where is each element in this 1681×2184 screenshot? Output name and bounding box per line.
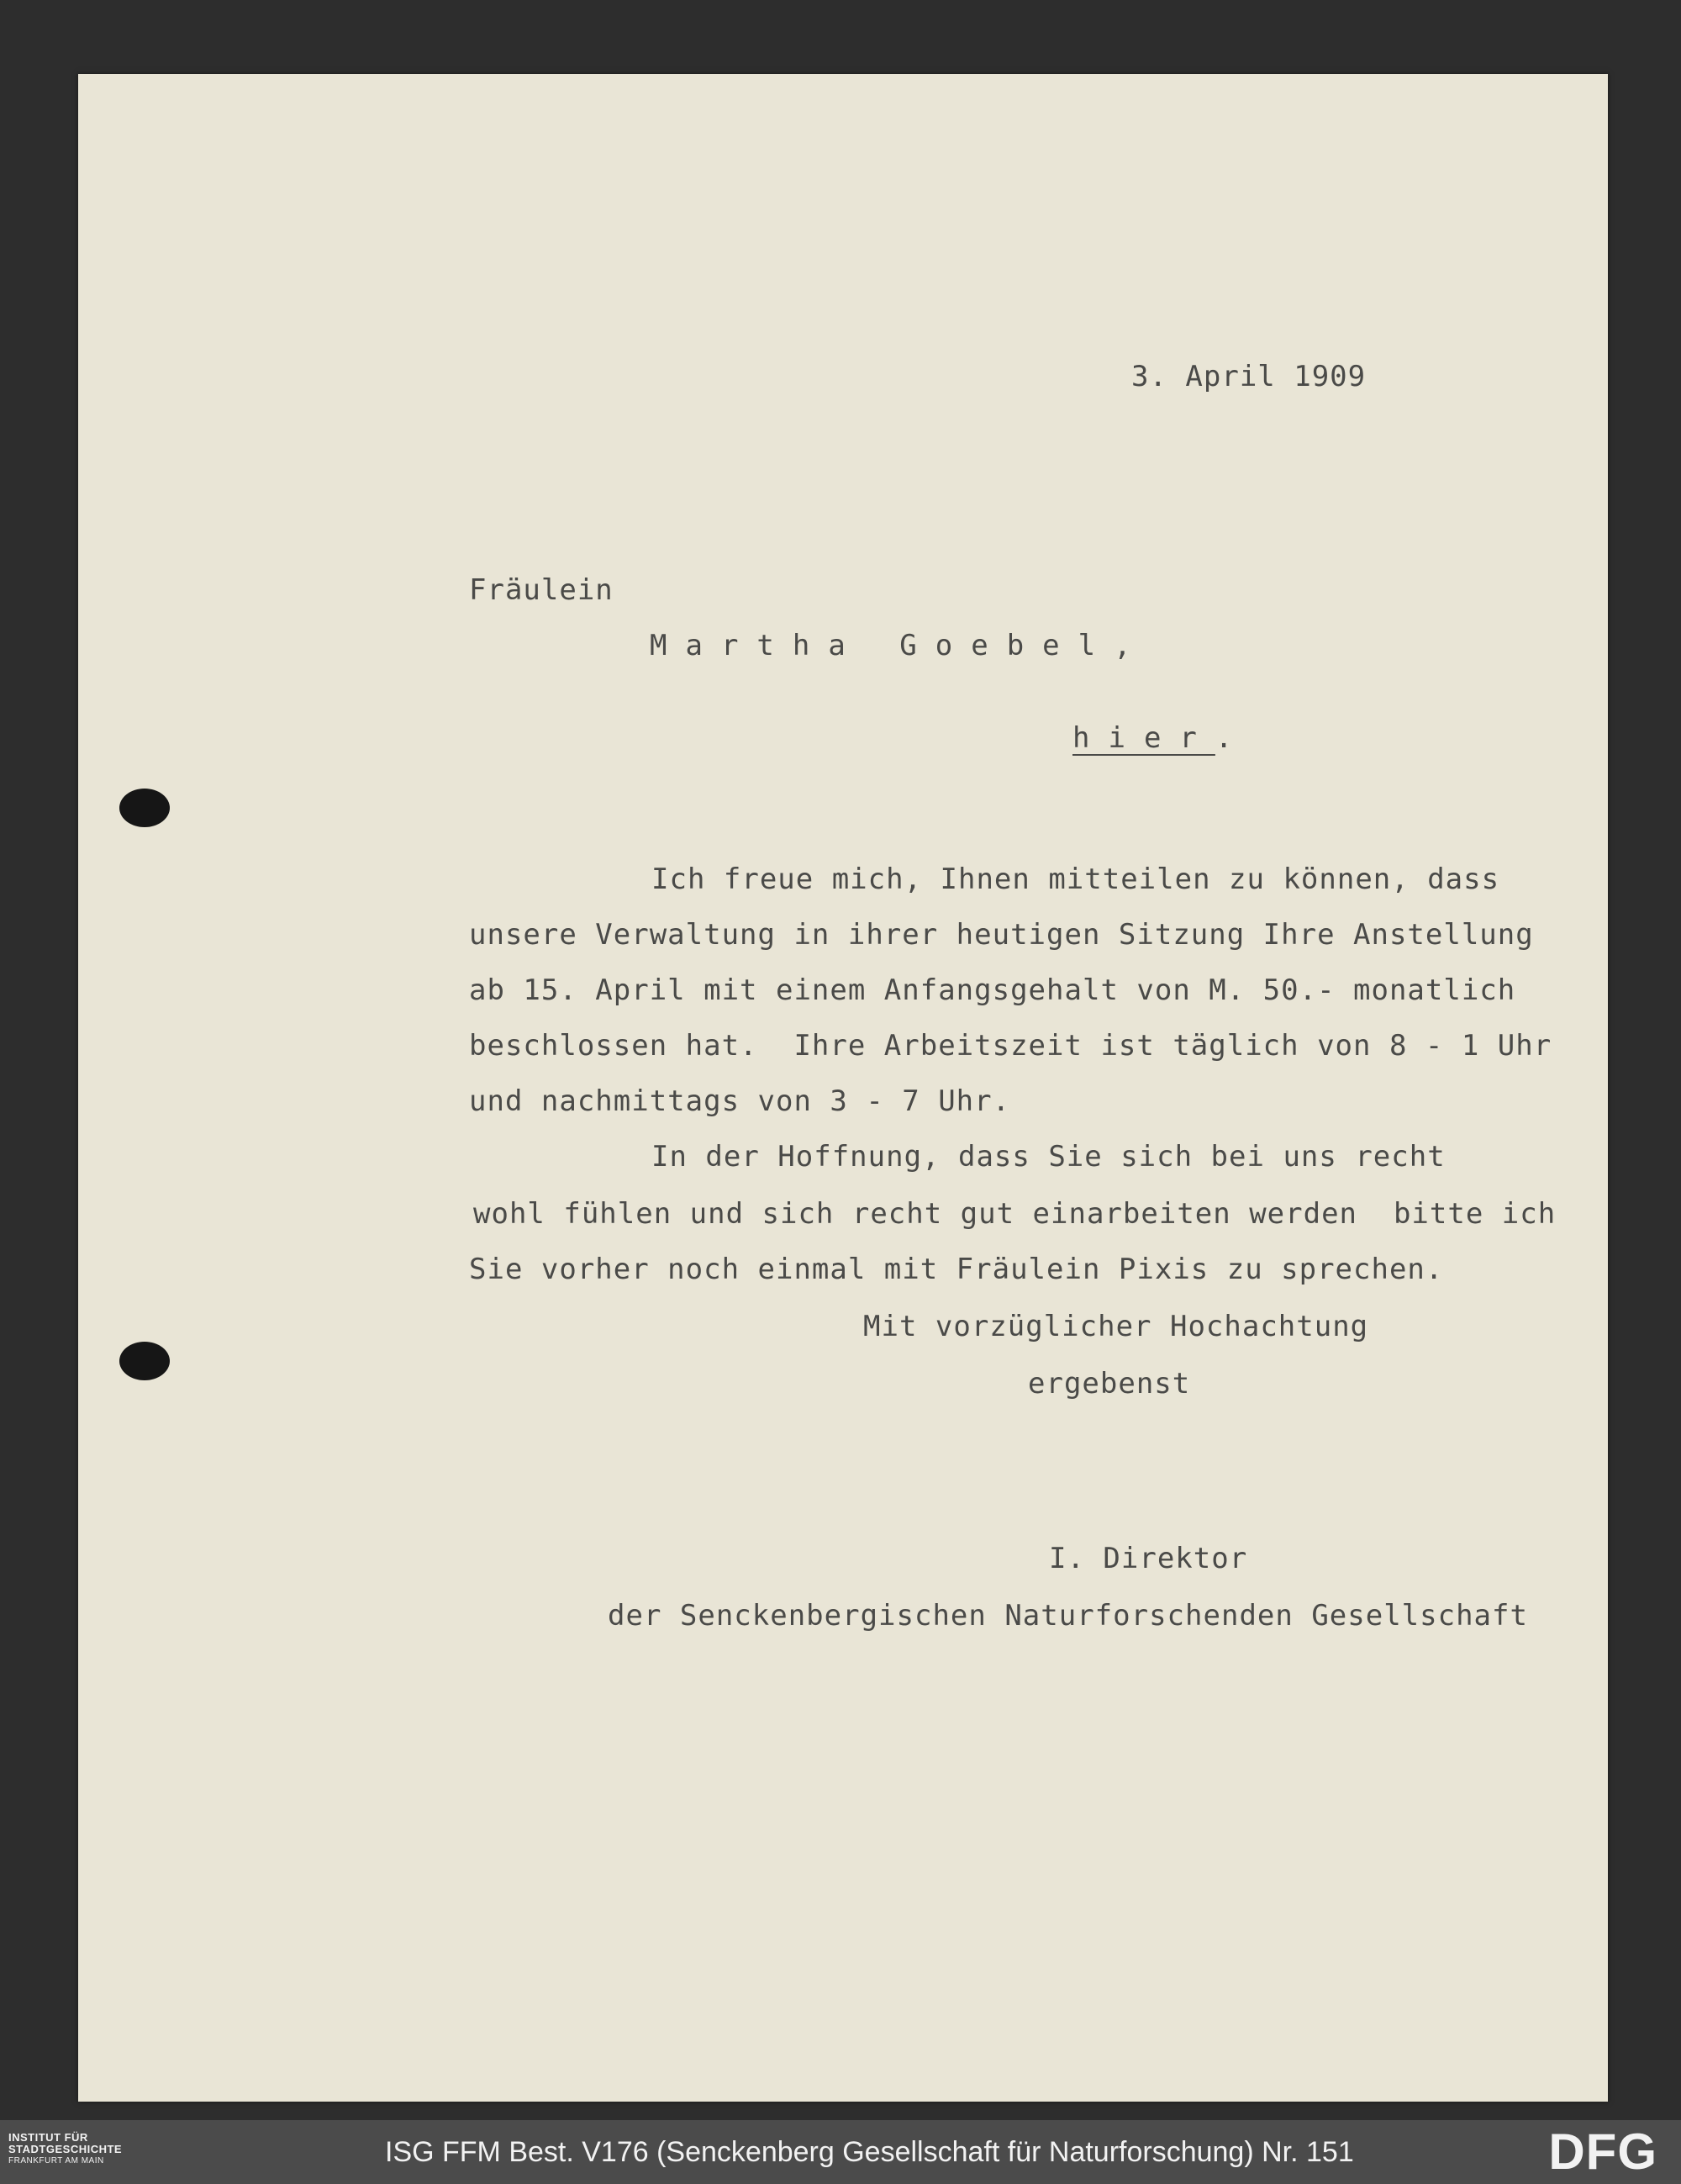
closing-2: ergebenst <box>1028 1367 1191 1401</box>
letter-date: 3. April 1909 <box>1131 360 1367 393</box>
archive-caption: ISG FFM Best. V176 (Senckenberg Gesellschaft für Naturforschung) Nr. 151 <box>385 2136 1354 2168</box>
closing: Mit vorzüglicher Hochachtung <box>863 1310 1369 1343</box>
salutation: Fräulein <box>469 573 614 607</box>
body-line-6: In der Hoffnung, dass Sie sich bei uns recht <box>651 1140 1446 1174</box>
body-line-7: wohl fühlen und sich recht gut einarbeiten werden bitte ich <box>473 1197 1557 1231</box>
dfg-logo: DFG <box>1548 2123 1657 2180</box>
signature-organization: der Senckenbergischen Naturforschenden Gesellschaft <box>608 1599 1528 1633</box>
punch-hole-upper <box>119 789 170 827</box>
recipient-location <box>1072 721 1233 755</box>
location-text: hier <box>1072 721 1215 755</box>
institute-logo-line-1: INSTITUT FÜR <box>8 2131 88 2144</box>
body-line-8: Sie vorher noch einmal mit Fräulein Pixis zu sprechen. <box>469 1253 1444 1286</box>
signature-title: I. Direktor <box>1049 1542 1248 1575</box>
letter-page <box>78 74 1608 2102</box>
institute-logo-line-3: FRANKFURT AM MAIN <box>8 2156 104 2166</box>
body-line-3: ab 15. April mit einem Anfangsgehalt von M. 50.- monatlich <box>469 973 1516 1007</box>
body-line-4: beschlossen hat. Ihre Arbeitszeit ist täglich von 8 - 1 Uhr <box>469 1029 1552 1063</box>
archive-footer <box>0 2120 1681 2184</box>
location-punctuation: . <box>1215 721 1234 755</box>
institute-logo-line-2: STADTGESCHICHTE <box>8 2143 123 2155</box>
body-line-5: und nachmittags von 3 - 7 Uhr. <box>469 1084 1011 1118</box>
punch-hole-lower <box>119 1342 170 1380</box>
body-line-2: unsere Verwaltung in ihrer heutigen Sitzung Ihre Anstellung <box>469 918 1534 952</box>
recipient-name: Martha Goebel, <box>650 629 1150 662</box>
institute-logo <box>8 2132 122 2167</box>
body-line-1: Ich freue mich, Ihnen mitteilen zu können, dass <box>651 863 1500 896</box>
